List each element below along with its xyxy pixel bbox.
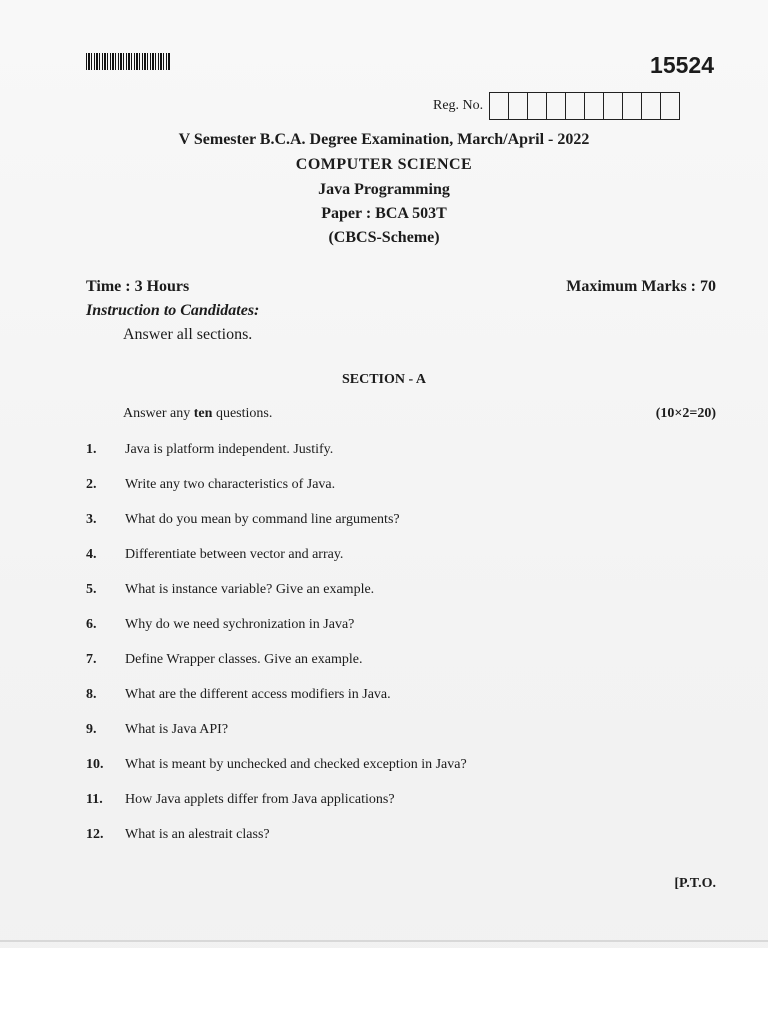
question-text: What do you mean by command line arguments? (125, 512, 400, 527)
question-text: Java is platform independent. Justify. (125, 442, 334, 457)
reg-no-box (604, 93, 623, 119)
question-number: 10. (86, 757, 104, 772)
question-item (86, 442, 716, 477)
question-item (86, 722, 716, 757)
barcode-image (86, 53, 170, 70)
question-number: 9. (86, 722, 97, 737)
reg-no-boxes (489, 92, 680, 120)
time-allowed: Time : 3 Hours (86, 278, 190, 295)
page-edge (0, 940, 768, 942)
question-number: 8. (86, 687, 97, 702)
question-number: 1. (86, 442, 97, 457)
question-text: What is an alestrait class? (125, 827, 270, 842)
reg-no-label: Reg. No. (433, 98, 484, 113)
question-item (86, 652, 716, 687)
question-number: 2. (86, 477, 97, 492)
question-text: What is meant by unchecked and checked exception in Java? (125, 757, 467, 772)
subject-title: COMPUTER SCIENCE (295, 156, 473, 173)
question-number: 12. (86, 827, 104, 842)
question-item (86, 617, 716, 652)
question-item (86, 477, 716, 512)
reg-no-box (566, 93, 585, 119)
paper-code-title: Paper : BCA 503T (321, 205, 447, 222)
section-a-instruction (123, 406, 272, 422)
reg-no-box (642, 93, 661, 119)
question-number: 7. (86, 652, 97, 667)
pto-marker: [P.T.O. (674, 876, 716, 891)
exam-title: V Semester B.C.A. Degree Examination, March/April - 2022 (178, 131, 590, 148)
question-number: 4. (86, 547, 97, 562)
question-text: What is instance variable? Give an example. (125, 582, 375, 597)
instruction-prefix: Answer any (123, 406, 194, 421)
reg-no-box (547, 93, 566, 119)
question-item (86, 512, 716, 547)
question-list (86, 442, 716, 862)
instruction-count: ten (193, 406, 213, 421)
instruction-suffix: questions. (212, 406, 273, 421)
question-number: 11. (86, 792, 103, 807)
reg-no-box (528, 93, 547, 119)
reg-no-box (490, 93, 509, 119)
question-number: 5. (86, 582, 97, 597)
question-item (86, 582, 716, 617)
scheme-title: (CBCS-Scheme) (328, 229, 440, 246)
question-text: Why do we need sychronization in Java? (125, 617, 355, 632)
course-title: Java Programming (318, 181, 450, 198)
instruction-text: Answer all sections. (123, 326, 253, 343)
reg-no-field (433, 92, 680, 120)
maximum-marks: Maximum Marks : 70 (566, 278, 716, 295)
question-text: Differentiate between vector and array. (125, 547, 344, 562)
reg-no-box (623, 93, 642, 119)
question-item (86, 757, 716, 792)
question-text: How Java applets differ from Java applications? (125, 792, 395, 807)
question-item (86, 687, 716, 722)
question-text: Define Wrapper classes. Give an example. (125, 652, 363, 667)
question-text: What is Java API? (125, 722, 229, 737)
question-item (86, 792, 716, 827)
paper-code: 15524 (650, 52, 714, 78)
section-a-title: SECTION - A (341, 372, 427, 387)
reg-no-box (585, 93, 604, 119)
question-text: Write any two characteristics of Java. (125, 477, 336, 492)
reg-no-box (661, 93, 679, 119)
question-number: 3. (86, 512, 97, 527)
question-item (86, 547, 716, 582)
question-item (86, 827, 716, 862)
question-number: 6. (86, 617, 97, 632)
instruction-heading: Instruction to Candidates: (86, 302, 260, 319)
section-a-marks: (10×2=20) (655, 406, 716, 421)
question-text: What are the different access modifiers in Java. (125, 687, 391, 702)
scan-margin (0, 948, 768, 1024)
reg-no-box (509, 93, 528, 119)
